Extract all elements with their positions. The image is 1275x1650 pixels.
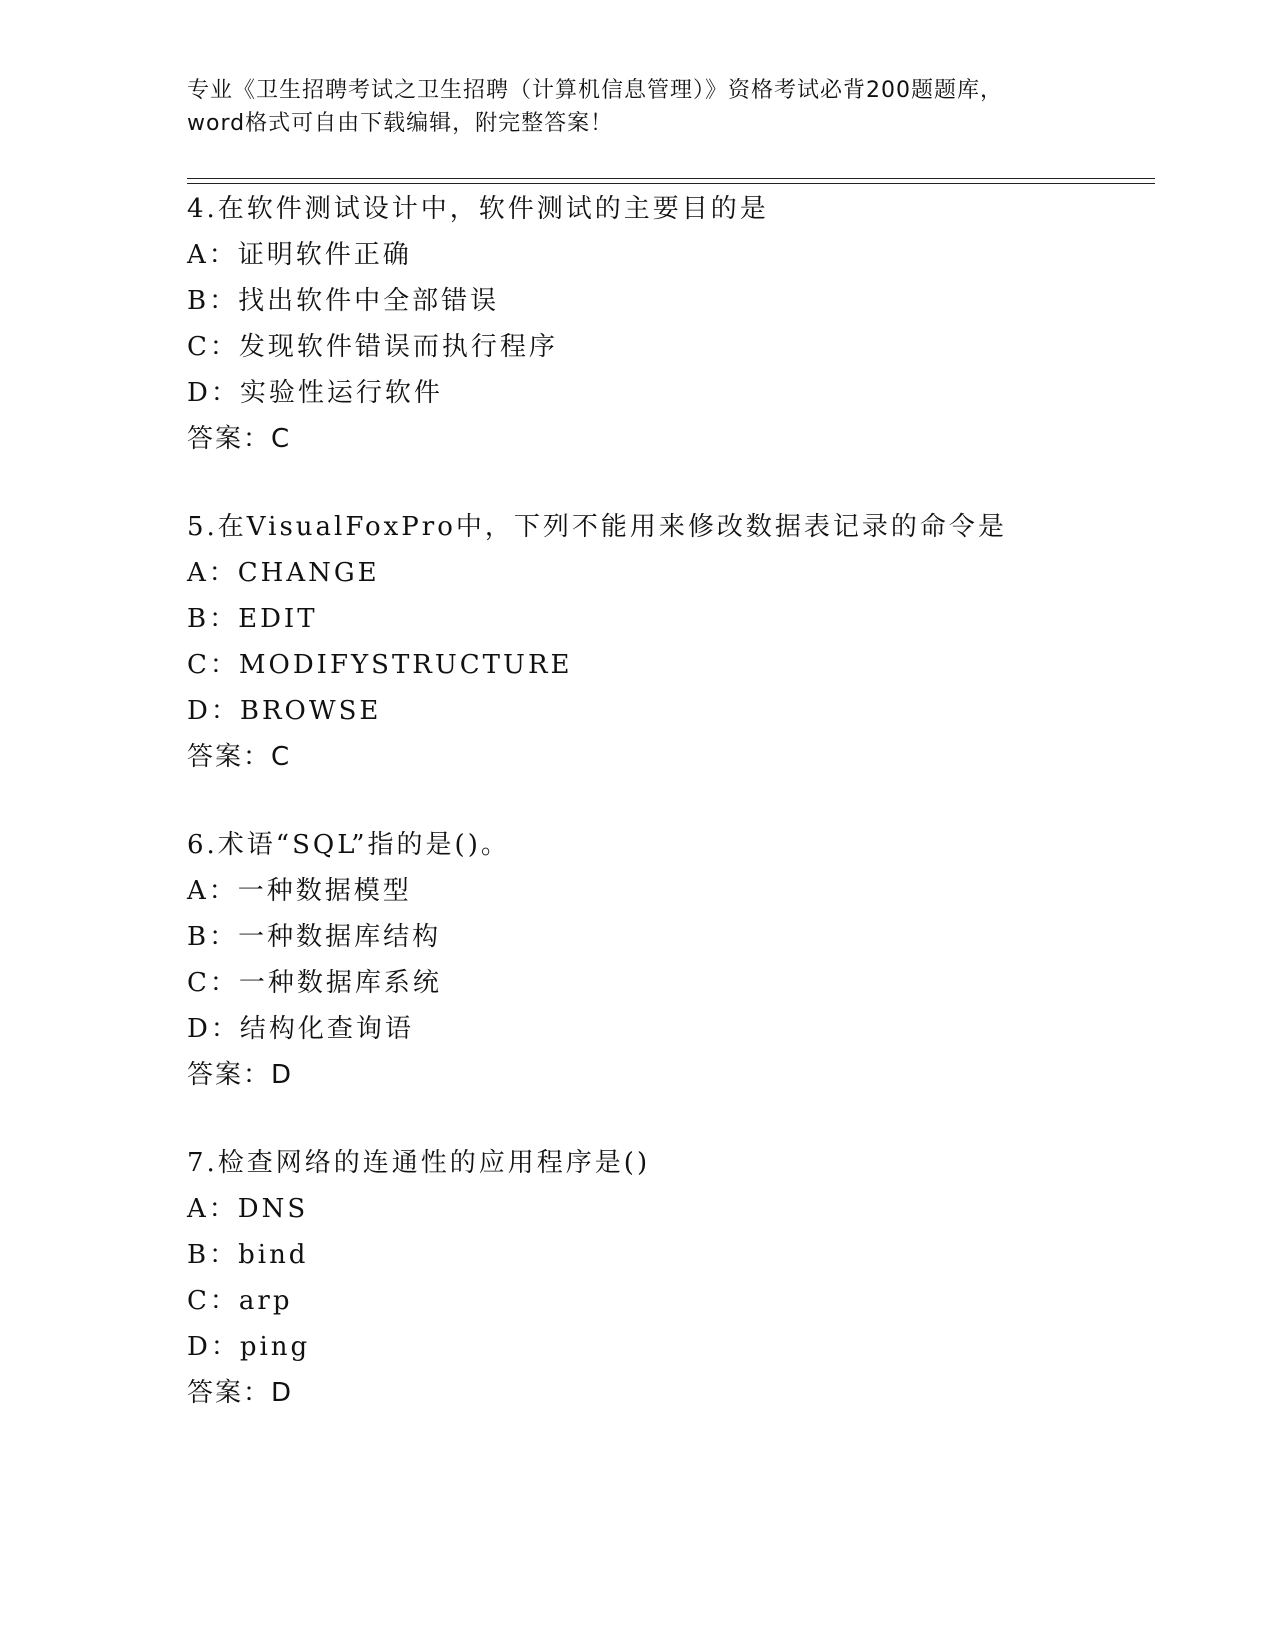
option-a: A：DNS [187,1194,309,1224]
answer-line: 答案：C [187,742,292,772]
option-b: B：找出软件中全部错误 [187,286,500,316]
answer-line: 答案：C [187,424,292,454]
option-b: B：bind [187,1240,309,1270]
option-c: C：发现软件错误而执行程序 [187,332,558,362]
option-d: D：实验性运行软件 [187,378,443,408]
question-6 [187,822,1187,1098]
question-stem: 5.在VisualFoxPro中，下列不能用来修改数据表记录的命令是 [187,512,1007,542]
option-d: D：ping [187,1332,311,1362]
option-c: C：MODIFYSTRUCTURE [187,650,573,680]
header-divider-bottom [187,183,1155,184]
option-d: D：BROWSE [187,696,382,726]
option-b: B：一种数据库结构 [187,922,442,952]
header-line-1: 专业《卫生招聘考试之卫生招聘（计算机信息管理）》资格考试必背200题题库， [187,78,1003,103]
question-stem: 4.在软件测试设计中，软件测试的主要目的是 [187,194,769,224]
option-d: D：结构化查询语 [187,1014,414,1044]
option-a: A：CHANGE [187,558,380,588]
header-line-2: word格式可自由下载编辑，附完整答案！ [187,111,614,136]
option-a: A：一种数据模型 [187,876,412,906]
document-header [187,74,1087,140]
option-c: C：一种数据库系统 [187,968,442,998]
header-divider-top [187,178,1155,179]
answer-line: 答案：D [187,1060,294,1090]
question-stem: 6.术语“SQL”指的是()。 [187,830,510,860]
question-5 [187,504,1187,780]
option-b: B：EDIT [187,604,318,634]
option-a: A：证明软件正确 [187,240,412,270]
question-4 [187,186,1187,462]
question-stem: 7.检查网络的连通性的应用程序是() [187,1148,651,1178]
option-c: C：arp [187,1286,293,1316]
question-7 [187,1140,1187,1416]
answer-line: 答案：D [187,1378,294,1408]
